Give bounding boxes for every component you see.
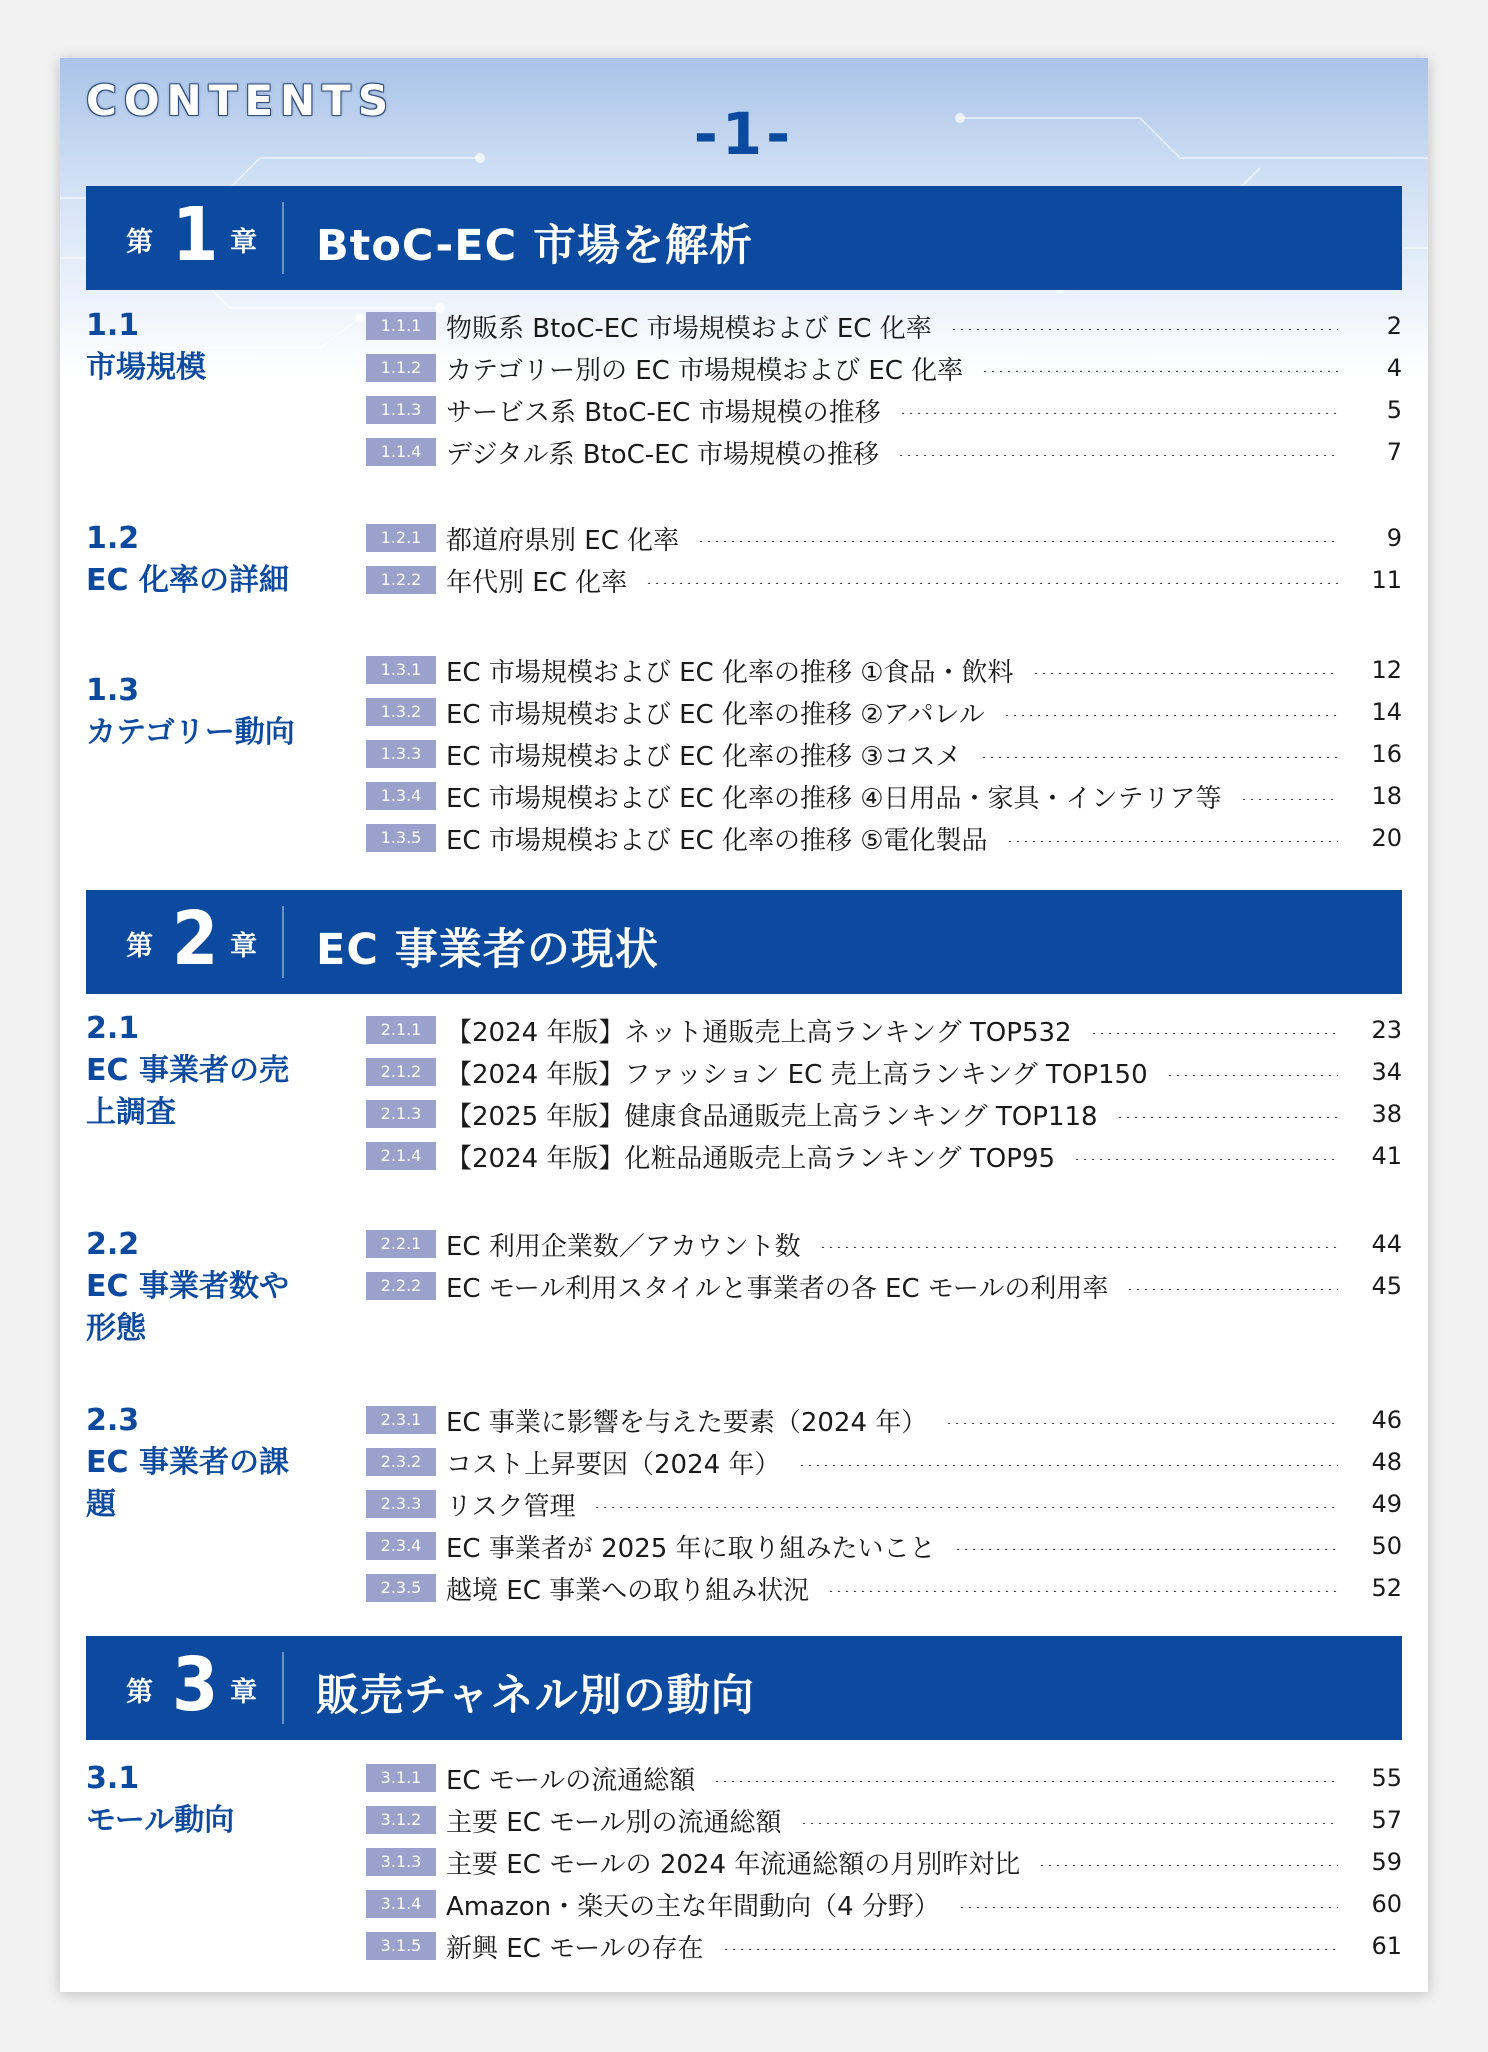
toc-entry-1-3-3[interactable] (366, 734, 1402, 774)
section-number: 1.3 (86, 673, 140, 708)
entry-title: コスト上昇要因（2024 年） (446, 1449, 781, 1480)
section-1-1-label (86, 305, 316, 389)
entry-page: 50 (1371, 1532, 1402, 1560)
chapter-divider (282, 1652, 284, 1724)
entry-badge: 1.3.1 (366, 656, 436, 684)
section-1-2-label (86, 518, 316, 602)
entry-page: 55 (1371, 1764, 1402, 1792)
entry-title: サービス系 BtoC-EC 市場規模の推移 (446, 397, 881, 428)
toc-entry-2-3-5[interactable] (366, 1568, 1402, 1608)
toc-entry-2-1-1[interactable] (366, 1010, 1402, 1050)
chapter-1-banner (86, 186, 1402, 290)
entry-page: 34 (1371, 1058, 1402, 1086)
toc-entry-2-3-1[interactable] (366, 1400, 1402, 1440)
toc-entry-3-1-5[interactable] (366, 1926, 1402, 1966)
chapter-number: 1 (172, 192, 219, 278)
dot-leader (981, 370, 1338, 372)
chapter-3-banner (86, 1636, 1402, 1740)
entry-title: EC 市場規模および EC 化率の推移 ②アパレル (446, 699, 985, 730)
entry-page: 16 (1371, 740, 1402, 768)
section-title: EC 化率の詳細 (86, 563, 289, 598)
entry-badge: 1.1.1 (366, 312, 436, 340)
chapter-number: 2 (172, 896, 219, 982)
section-number: 1.1 (86, 308, 140, 343)
toc-entry-1-3-5[interactable] (366, 818, 1402, 858)
section-title: 市場規模 (86, 350, 206, 385)
dot-leader (1003, 714, 1338, 716)
section-number: 2.2 (86, 1227, 140, 1262)
toc-entry-3-1-1[interactable] (366, 1758, 1402, 1798)
entry-badge: 3.1.2 (366, 1806, 436, 1834)
dot-leader (798, 1464, 1338, 1466)
entry-badge: 1.1.2 (366, 354, 436, 382)
toc-entry-3-1-4[interactable] (366, 1884, 1402, 1924)
entry-badge: 2.3.5 (366, 1574, 436, 1602)
entry-title: EC 市場規模および EC 化率の推移 ①食品・飲料 (446, 657, 1014, 688)
chapter-suffix: 章 (230, 1677, 257, 1708)
entry-page: 2 (1386, 312, 1402, 340)
chapter-divider (282, 202, 284, 274)
toc-entry-1-2-1[interactable] (366, 518, 1402, 558)
entry-badge: 3.1.5 (366, 1932, 436, 1960)
dot-leader (950, 328, 1338, 330)
dot-leader (1006, 840, 1338, 842)
entry-badge: 1.2.1 (366, 524, 436, 552)
entry-badge: 2.1.4 (366, 1142, 436, 1170)
entry-page: 4 (1386, 354, 1402, 382)
entry-page: 23 (1371, 1016, 1402, 1044)
dot-leader (1126, 1288, 1338, 1290)
entry-badge: 1.2.2 (366, 566, 436, 594)
toc-entry-1-2-2[interactable] (366, 560, 1402, 600)
entry-page: 46 (1371, 1406, 1402, 1434)
dot-leader (645, 582, 1338, 584)
entry-page: 57 (1371, 1806, 1402, 1834)
entry-title: リスク管理 (446, 1491, 576, 1522)
entry-title: 新興 EC モールの存在 (446, 1933, 704, 1964)
section-number: 2.3 (86, 1403, 140, 1438)
entry-badge: 2.3.3 (366, 1490, 436, 1518)
dot-leader (1240, 798, 1338, 800)
dot-leader (1073, 1158, 1338, 1160)
section-number: 1.2 (86, 521, 140, 556)
entry-badge: 2.1.2 (366, 1058, 436, 1086)
dot-leader (945, 1422, 1338, 1424)
chapter-prefix: 第 (126, 1677, 153, 1708)
section-title: EC 事業者の課題 (86, 1445, 289, 1522)
chapter-number: 3 (172, 1642, 219, 1728)
entry-badge: 3.1.1 (366, 1764, 436, 1792)
entry-title: EC 利用企業数／アカウント数 (446, 1231, 801, 1262)
toc-page (60, 58, 1428, 1992)
entry-page: 5 (1386, 396, 1402, 424)
chapter-2-banner (86, 890, 1402, 994)
entry-title: EC モールの流通総額 (446, 1765, 696, 1796)
toc-entry-2-1-3[interactable] (366, 1094, 1402, 1134)
toc-entry-3-1-2[interactable] (366, 1800, 1402, 1840)
toc-entry-2-3-2[interactable] (366, 1442, 1402, 1482)
chapter-prefix: 第 (126, 931, 153, 962)
toc-entry-1-3-4[interactable] (366, 776, 1402, 816)
section-2-1-label (86, 1008, 316, 1134)
toc-entry-2-1-2[interactable] (366, 1052, 1402, 1092)
entry-badge: 2.2.2 (366, 1272, 436, 1300)
entry-page: 12 (1371, 656, 1402, 684)
section-number: 3.1 (86, 1761, 140, 1796)
entry-badge: 3.1.3 (366, 1848, 436, 1876)
entry-title: 都道府県別 EC 化率 (446, 525, 680, 556)
entry-page: 60 (1371, 1890, 1402, 1918)
toc-entry-1-1-3[interactable] (366, 390, 1402, 430)
entry-page: 52 (1371, 1574, 1402, 1602)
toc-entry-1-3-1[interactable] (366, 650, 1402, 690)
toc-entry-1-3-2[interactable] (366, 692, 1402, 732)
entry-badge: 1.3.3 (366, 740, 436, 768)
entry-title: 【2024 年版】化粧品通販売上高ランキング TOP95 (446, 1143, 1056, 1174)
entry-badge: 1.3.2 (366, 698, 436, 726)
entry-title: 【2025 年版】健康食品通販売上高ランキング TOP118 (446, 1101, 1098, 1132)
section-2-2-label (86, 1224, 316, 1350)
entry-page: 9 (1386, 524, 1402, 552)
entry-title: 【2024 年版】ネット通販売上高ランキング TOP532 (446, 1017, 1072, 1048)
entry-page: 45 (1371, 1272, 1402, 1300)
chapter-suffix: 章 (230, 931, 257, 962)
toc-entry-3-1-3[interactable] (366, 1842, 1402, 1882)
section-3-1-label (86, 1758, 316, 1842)
entry-title: EC 市場規模および EC 化率の推移 ③コスメ (446, 741, 962, 772)
entry-badge: 2.3.1 (366, 1406, 436, 1434)
entry-page: 7 (1386, 438, 1402, 466)
toc-entry-2-2-2[interactable] (366, 1266, 1402, 1306)
entry-title: デジタル系 BtoC-EC 市場規模の推移 (446, 439, 880, 470)
entry-page: 59 (1371, 1848, 1402, 1876)
dot-leader (697, 540, 1338, 542)
entry-page: 14 (1371, 698, 1402, 726)
dot-leader (1032, 672, 1338, 674)
entry-page: 61 (1371, 1932, 1402, 1960)
dot-leader (980, 756, 1338, 758)
toc-entry-2-2-1[interactable] (366, 1224, 1402, 1264)
section-title: カテゴリー動向 (86, 715, 295, 750)
dot-leader (819, 1246, 1338, 1248)
chapter-title: BtoC-EC 市場を解析 (316, 221, 754, 271)
entry-page: 48 (1371, 1448, 1402, 1476)
entry-title: EC 市場規模および EC 化率の推移 ⑤電化製品 (446, 825, 988, 856)
chapter-prefix: 第 (126, 227, 153, 258)
toc-entry-2-3-4[interactable] (366, 1526, 1402, 1566)
chapter-suffix: 章 (230, 227, 257, 258)
chapter-divider (282, 906, 284, 978)
entry-badge: 2.1.1 (366, 1016, 436, 1044)
entry-page: 41 (1371, 1142, 1402, 1170)
entry-badge: 2.1.3 (366, 1100, 436, 1128)
dot-leader (722, 1948, 1338, 1950)
entry-badge: 1.1.3 (366, 396, 436, 424)
entry-title: 主要 EC モールの 2024 年流通総額の月別昨対比 (446, 1849, 1021, 1880)
contents-label: CONTENTS (86, 76, 396, 125)
entry-title: Amazon・楽天の主な年間動向（4 分野） (446, 1891, 940, 1922)
entry-page: 11 (1371, 566, 1402, 594)
section-title: EC 事業者の売上調査 (86, 1053, 289, 1130)
entry-title: 越境 EC 事業への取り組み状況 (446, 1575, 810, 1606)
entry-badge: 1.3.5 (366, 824, 436, 852)
chapter-title: EC 事業者の現状 (316, 925, 659, 975)
chapter-title: 販売チャネル別の動向 (316, 1671, 755, 1721)
dot-leader (713, 1780, 1338, 1782)
entry-badge: 2.3.2 (366, 1448, 436, 1476)
entry-page: 38 (1371, 1100, 1402, 1128)
entry-title: 年代別 EC 化率 (446, 567, 628, 598)
section-title: EC 事業者数や形態 (86, 1269, 289, 1346)
dot-leader (800, 1822, 1338, 1824)
entry-badge: 2.2.1 (366, 1230, 436, 1258)
section-1-3-label (86, 670, 316, 754)
dot-leader (1038, 1864, 1338, 1866)
page-number: -1- (693, 100, 795, 168)
entry-title: 主要 EC モール別の流通総額 (446, 1807, 782, 1838)
entry-badge: 1.3.4 (366, 782, 436, 810)
entry-title: EC モール利用スタイルと事業者の各 EC モールの利用率 (446, 1273, 1109, 1304)
entry-page: 20 (1371, 824, 1402, 852)
section-number: 2.1 (86, 1011, 140, 1046)
entry-page: 49 (1371, 1490, 1402, 1518)
toc-entry-1-1-4[interactable] (366, 432, 1402, 472)
entry-title: 物販系 BtoC-EC 市場規模および EC 化率 (446, 313, 932, 344)
dot-leader (1090, 1032, 1338, 1034)
toc-entry-2-3-3[interactable] (366, 1484, 1402, 1524)
toc-entry-2-1-4[interactable] (366, 1136, 1402, 1176)
entry-title: EC 事業者が 2025 年に取り組みたいこと (446, 1533, 936, 1564)
entry-page: 18 (1371, 782, 1402, 810)
entry-badge: 1.1.4 (366, 438, 436, 466)
entry-title: カテゴリー別の EC 市場規模および EC 化率 (446, 355, 964, 386)
dot-leader (899, 412, 1338, 414)
dot-leader (1116, 1116, 1338, 1118)
dot-leader (958, 1906, 1338, 1908)
dot-leader (827, 1590, 1338, 1592)
entry-badge: 2.3.4 (366, 1532, 436, 1560)
section-2-3-label (86, 1400, 316, 1526)
dot-leader (1166, 1074, 1338, 1076)
entry-title: EC 事業に影響を与えた要素（2024 年） (446, 1407, 928, 1438)
toc-entry-1-1-1[interactable] (366, 306, 1402, 346)
toc-entry-1-1-2[interactable] (366, 348, 1402, 388)
entry-badge: 3.1.4 (366, 1890, 436, 1918)
dot-leader (954, 1548, 1338, 1550)
entry-page: 44 (1371, 1230, 1402, 1258)
entry-title: 【2024 年版】ファッション EC 売上高ランキング TOP150 (446, 1059, 1148, 1090)
entry-title: EC 市場規模および EC 化率の推移 ④日用品・家具・インテリア等 (446, 783, 1222, 814)
dot-leader (897, 454, 1338, 456)
section-title: モール動向 (86, 1803, 235, 1838)
dot-leader (593, 1506, 1338, 1508)
